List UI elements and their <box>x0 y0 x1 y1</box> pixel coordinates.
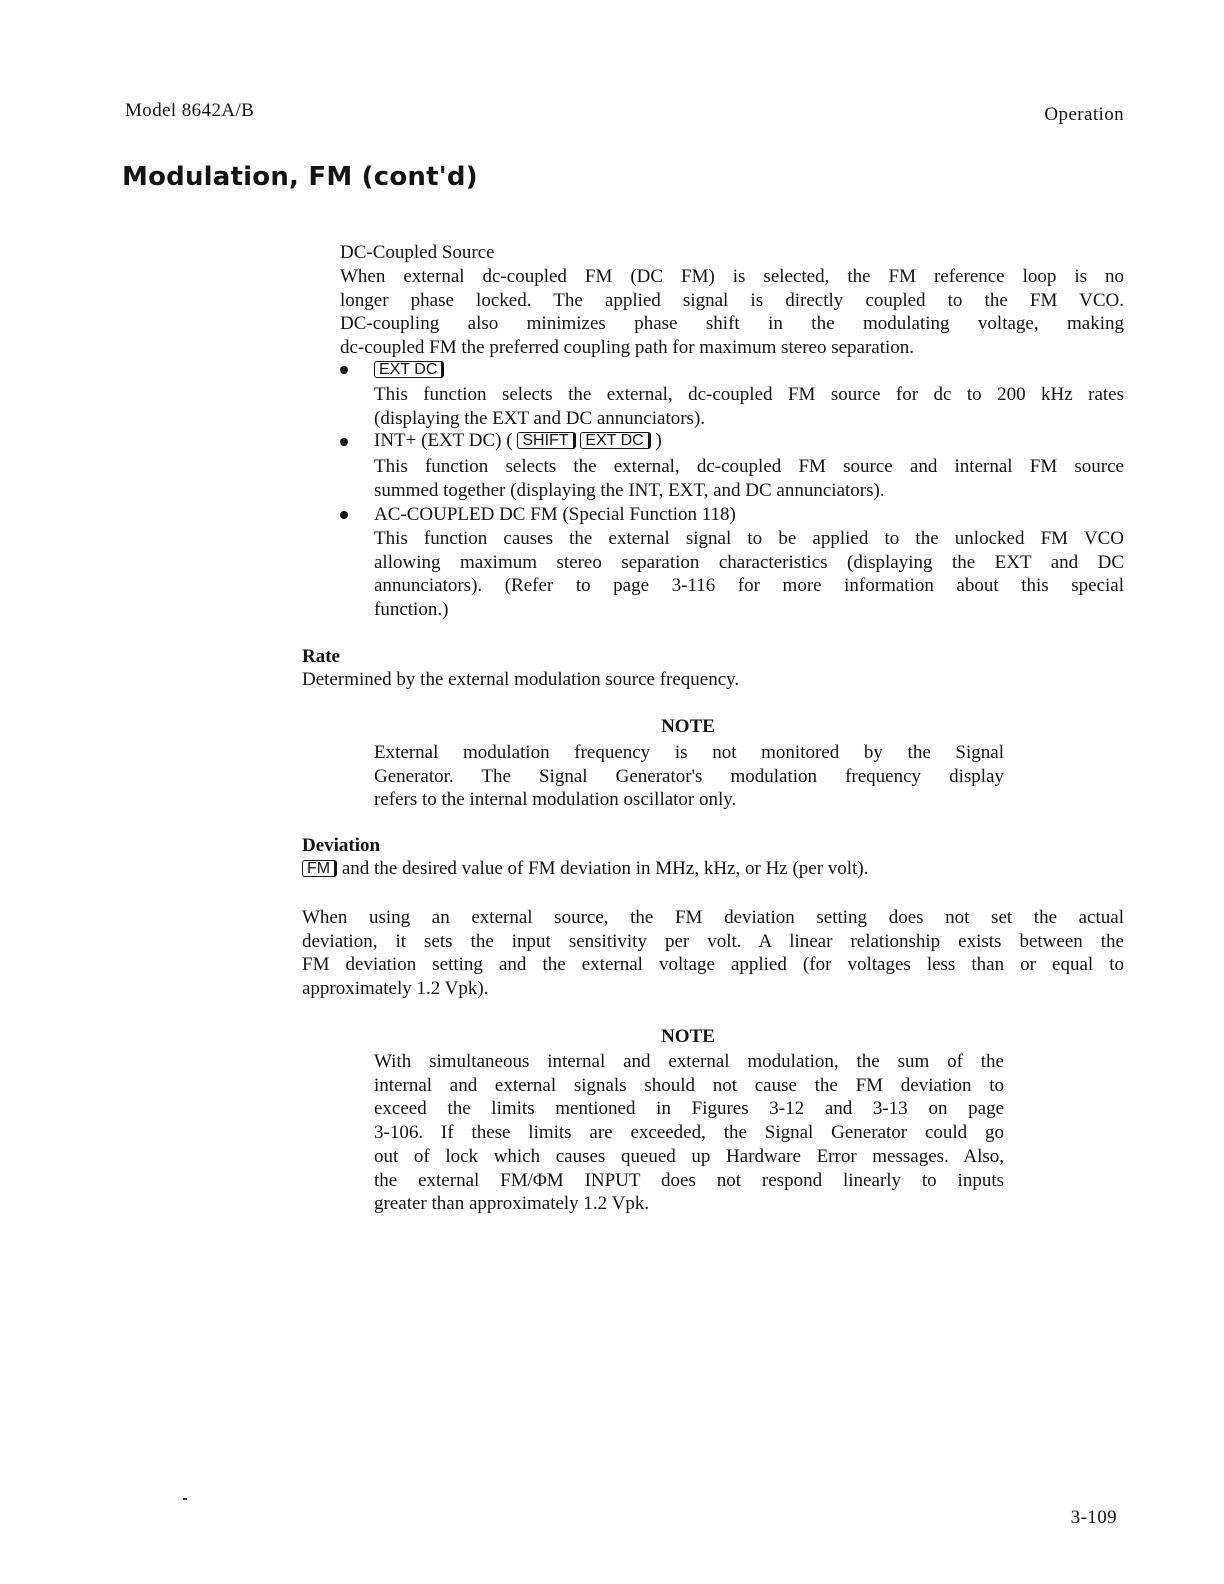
bullet-2-description <box>374 455 1124 502</box>
paragraph-line: When external dc-coupled FM (DC FM) is selected, the FM reference loop is no <box>340 266 1124 287</box>
header-section: Operation <box>1044 104 1124 125</box>
paragraph-line: function.) <box>374 599 449 621</box>
fm-key: FM <box>302 860 337 877</box>
paragraph-line: This function selects the external, dc-coupled FM source and internal FM source <box>374 456 1124 477</box>
paragraph-line: allowing maximum stereo separation characteristics (displaying the EXT and DC <box>374 551 1124 573</box>
paragraph-line: out of lock which causes queued up Hardware Error messages. Also, <box>374 1145 1004 1167</box>
paragraph-line: When using an external source, the FM deviation setting does not set the actual <box>302 907 1124 928</box>
bullet-icon <box>340 438 348 446</box>
paragraph-line: DC-coupling also minimizes phase shift in the modulating voltage, making <box>340 313 1124 335</box>
paragraph-line: the external FM/ΦM INPUT does not respond linearly to inputs <box>374 1169 1004 1191</box>
paragraph-line: longer phase locked. The applied signal is directly coupled to the FM VCO. <box>340 289 1124 311</box>
paragraph-line: summed together (displaying the INT, EXT, and DC annunciators). <box>374 479 885 501</box>
paragraph-line: deviation, it sets the input sensitivity per volt. A linear relationship exists between the <box>302 930 1124 952</box>
paragraph-line: With simultaneous internal and external modulation, the sum of the <box>374 1051 1004 1072</box>
paragraph-line: This function selects the external, dc-coupled FM source for dc to 200 kHz rates <box>374 384 1124 405</box>
paragraph-line: internal and external signals should not cause the FM deviation to <box>374 1074 1004 1096</box>
paragraph-line: Generator. The Signal Generator's modulation frequency display <box>374 765 1004 787</box>
paragraph-line: 3-106. If these limits are exceeded, the Signal Generator could go <box>374 1122 1004 1144</box>
note-1-body <box>374 741 1004 812</box>
paragraph-line: greater than approximately 1.2 Vpk. <box>374 1193 650 1215</box>
paragraph-line: exceed the limits mentioned in Figures 3-12 and 3-13 on page <box>374 1098 1004 1120</box>
bullet-item-ac-coupled: AC-COUPLED DC FM (Special Function 118) <box>374 504 736 525</box>
paragraph-line: dc-coupled FM the preferred coupling path for maximum stereo separation. <box>340 337 915 359</box>
page-title: Modulation, FM (cont'd) <box>122 162 478 192</box>
scan-mark <box>183 1498 187 1500</box>
page-number: 3-109 <box>1070 1507 1117 1528</box>
bullet-3-description <box>374 527 1124 622</box>
deviation-heading: Deviation <box>302 835 381 856</box>
dc-coupled-heading: DC-Coupled Source <box>340 242 495 263</box>
header-model: Model 8642A/B <box>125 100 255 121</box>
paragraph-line: External modulation frequency is not monitored by the Signal <box>374 742 1004 763</box>
ext-dc-key: EXT DC <box>580 432 650 449</box>
paragraph-line: refers to the internal modulation oscillator only. <box>374 789 737 811</box>
note-1-title: NOTE <box>661 716 715 737</box>
deviation-key-text: and the desired value of FM deviation in MHz, kHz, or Hz (per volt). <box>341 858 869 879</box>
rate-text: Determined by the external modulation source frequency. <box>302 669 740 690</box>
paragraph-line: This function causes the external signal to be applied to the unlocked FM VCO <box>374 528 1124 549</box>
bullet-item-ext-dc <box>374 358 444 382</box>
note-2-body <box>374 1050 1004 1216</box>
paragraph-line: FM deviation setting and the external voltage applied (for voltages less than or equal to <box>302 954 1124 976</box>
shift-key: SHIFT <box>517 432 575 449</box>
ext-dc-key: EXT DC <box>374 361 444 378</box>
bullet-icon <box>340 366 348 374</box>
deviation-key-line <box>302 857 868 881</box>
bullet-icon <box>340 511 348 519</box>
paragraph-line: approximately 1.2 Vpk). <box>302 978 489 1000</box>
bullet-1-description <box>374 383 1124 430</box>
bullet-item-int-ext-dc <box>374 429 662 453</box>
deviation-paragraph <box>302 906 1124 1001</box>
bullet-2-label-suffix: ) <box>655 430 662 451</box>
bullet-2-label-prefix: INT+ (EXT DC) ( <box>374 430 513 451</box>
paragraph-line: annunciators). (Refer to page 3-116 for more information about this special <box>374 575 1124 597</box>
paragraph-line: (displaying the EXT and DC annunciators). <box>374 407 706 429</box>
dc-coupled-paragraph <box>340 265 1124 360</box>
rate-heading: Rate <box>302 646 340 667</box>
note-2-title: NOTE <box>661 1026 715 1047</box>
